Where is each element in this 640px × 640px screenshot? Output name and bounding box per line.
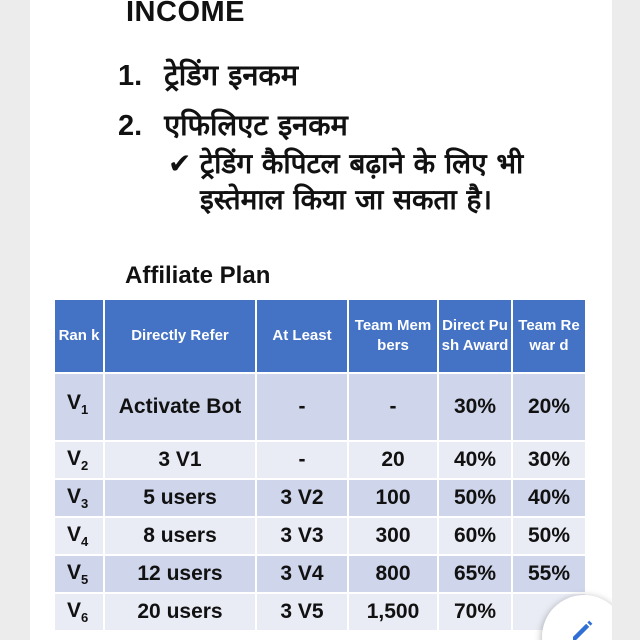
check-icon: ✔ xyxy=(168,147,192,180)
header-direct-push-award: Direct Push Award xyxy=(438,299,512,373)
direct-push-cell: 60% xyxy=(438,517,512,555)
affiliate-plan-table xyxy=(53,298,587,632)
directly-refer-cell: 3 V1 xyxy=(104,441,256,479)
at-least-cell: 3 V2 xyxy=(256,479,348,517)
table-row xyxy=(54,479,586,517)
rank-cell: $V_3$ xyxy=(54,479,104,517)
team-members-cell: 20 xyxy=(348,441,438,479)
rank-cell: $V_4$ xyxy=(54,517,104,555)
table-header-row xyxy=(54,299,586,373)
pencil-edit-icon xyxy=(568,615,598,640)
list-text: ट्रेडिंग इनकम xyxy=(164,58,299,92)
income-list-item-2 xyxy=(118,105,348,144)
team-reward-cell: 55% xyxy=(512,555,586,593)
at-least-cell: 3 V4 xyxy=(256,555,348,593)
direct-push-cell: 30% xyxy=(438,373,512,441)
rank-cell: $V_2$ xyxy=(54,441,104,479)
table-row xyxy=(54,593,586,631)
header-team-members: Team Members xyxy=(348,299,438,373)
at-least-cell: 3 V5 xyxy=(256,593,348,631)
directly-refer-cell: 5 users xyxy=(104,479,256,517)
list-number: 1. xyxy=(118,60,143,92)
directly-refer-cell: 12 users xyxy=(104,555,256,593)
team-reward-cell: 30% xyxy=(512,441,586,479)
directly-refer-cell: Activate Bot xyxy=(104,373,256,441)
team-reward-cell: 40% xyxy=(512,479,586,517)
team-members-cell: 100 xyxy=(348,479,438,517)
list-text: एफिलिएट इनकम xyxy=(164,108,348,142)
affiliate-plan-title: Affiliate Plan xyxy=(125,262,271,289)
direct-push-cell: 50% xyxy=(438,479,512,517)
income-heading: INCOME xyxy=(126,0,245,28)
direct-push-cell: 70% xyxy=(438,593,512,631)
document-page xyxy=(30,0,612,640)
at-least-cell: - xyxy=(256,441,348,479)
table-row xyxy=(54,517,586,555)
direct-push-cell: 40% xyxy=(438,441,512,479)
team-members-cell: 800 xyxy=(348,555,438,593)
rank-cell: $V_6$ xyxy=(54,593,104,631)
directly-refer-cell: 8 users xyxy=(104,517,256,555)
team-members-cell: 300 xyxy=(348,517,438,555)
table-row xyxy=(54,555,586,593)
team-members-cell: 1,500 xyxy=(348,593,438,631)
direct-push-cell: 65% xyxy=(438,555,512,593)
team-reward-cell: 20% xyxy=(512,373,586,441)
rank-cell: $V_1$ xyxy=(54,373,104,441)
team-members-cell: - xyxy=(348,373,438,441)
header-directly-refer: Directly Refer xyxy=(104,299,256,373)
header-team-reward: Team Rewar d xyxy=(512,299,586,373)
table-row xyxy=(54,373,586,441)
at-least-cell: 3 V3 xyxy=(256,517,348,555)
list-number: 2. xyxy=(118,110,143,142)
header-rank: Ran k xyxy=(54,299,104,373)
header-at-least: At Least xyxy=(256,299,348,373)
at-least-cell: - xyxy=(256,373,348,441)
directly-refer-cell: 20 users xyxy=(104,593,256,631)
income-list-item-1 xyxy=(118,55,298,94)
team-reward-cell: 50% xyxy=(512,517,586,555)
table-row xyxy=(54,441,586,479)
rank-cell: $V_5$ xyxy=(54,555,104,593)
note-text: ट्रेडिंग कैपिटल बढ़ाने के लिए भी इस्तेमाल किया जा सकता है। xyxy=(200,147,524,216)
